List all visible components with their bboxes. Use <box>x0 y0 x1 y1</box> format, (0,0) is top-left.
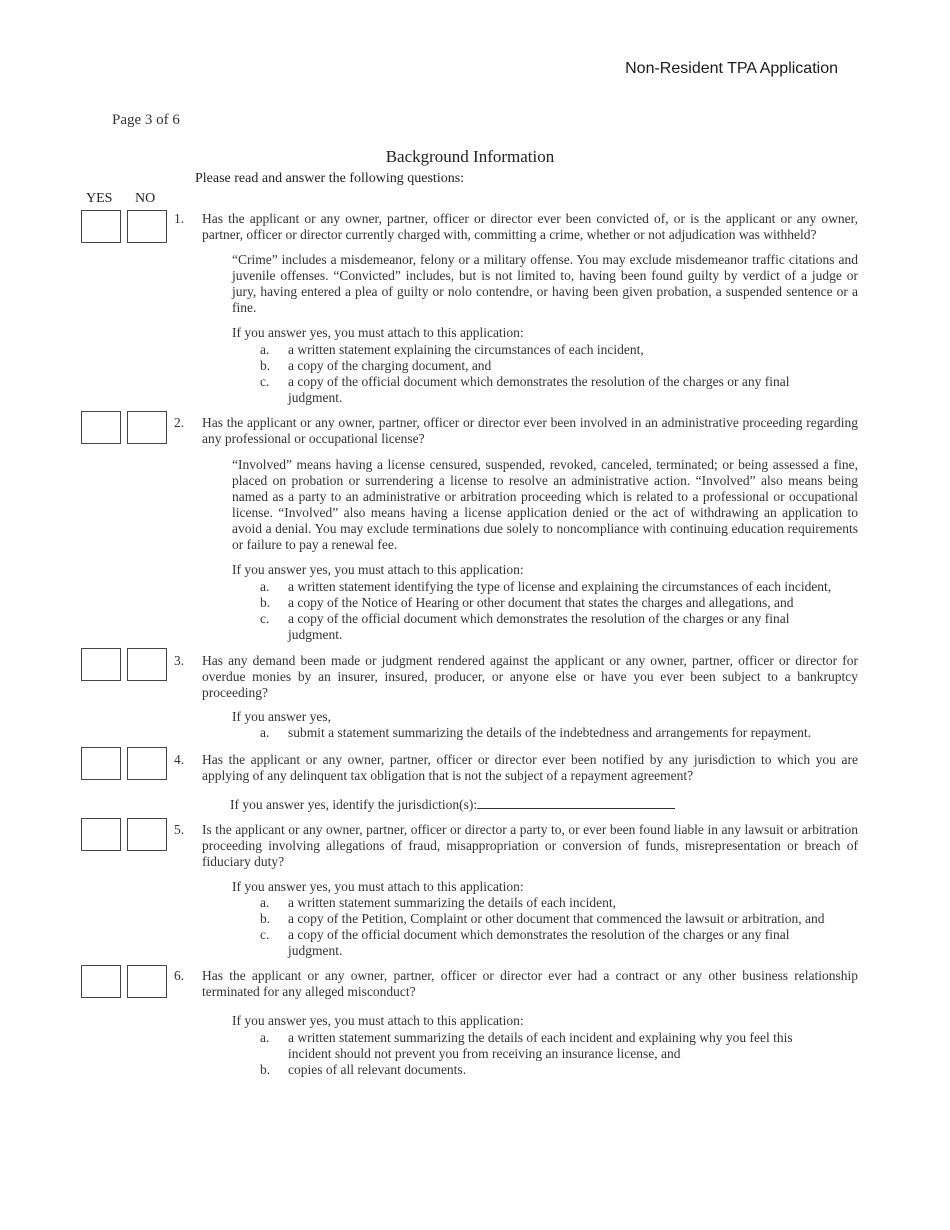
q5-item-b-text: a copy of the Petition, Complaint or other document that commenced the lawsuit or arbitration, and <box>288 911 825 926</box>
q5-item-a-label: a. <box>260 895 270 910</box>
q3-number: 3. <box>174 653 185 668</box>
q1-no-checkbox[interactable] <box>127 210 167 243</box>
q2-question-text: Has the applicant or any owner, partner, officer or director ever been involved in an administrative proceeding regarding any professional or occupational license? <box>202 415 858 446</box>
q4-question-text: Has the applicant or any owner, partner, officer or director ever been notified by any jurisdiction to which you are applying of any delinquent tax obligation that is not the subject of a repayment agreement? <box>202 752 858 783</box>
q4-jurisdiction-label: If you answer yes, identify the jurisdiction(s): <box>230 797 478 812</box>
q1-yes-checkbox[interactable] <box>81 210 121 243</box>
q1-item-a-label: a. <box>260 342 270 357</box>
no-column-header: NO <box>135 191 156 206</box>
q5-no-checkbox[interactable] <box>127 818 167 851</box>
q5-item-a-text: a written statement summarizing the details of each incident, <box>288 895 617 910</box>
q2-attach-intro: If you answer yes, you must attach to this application: <box>232 562 524 577</box>
q1-attach-intro: If you answer yes, you must attach to this application: <box>232 325 524 340</box>
q4-jurisdiction-row <box>230 796 675 813</box>
q2-number: 2. <box>174 415 185 430</box>
q6-item-a-text: a written statement summarizing the details of each incident and explaining why you feel this incident should not prevent you from receiving an insurance license, and <box>288 1030 793 1061</box>
q6-attach-intro: If you answer yes, you must attach to this application: <box>232 1013 524 1028</box>
section-intro: Please read and answer the following questions: <box>195 171 465 186</box>
q3-question-text: Has any demand been made or judgment rendered against the applicant or any owner, partner, officer or director for overdue monies by an insurer, insured, producer, or anyone else or have you ever been subject to a bankruptcy proceeding? <box>202 653 858 700</box>
q4-no-checkbox[interactable] <box>127 747 167 780</box>
q1-item-b-text: a copy of the charging document, and <box>288 358 492 373</box>
q2-no-checkbox[interactable] <box>127 411 167 444</box>
q5-question-text: Is the applicant or any owner, partner, officer or director a party to, or ever been found liable in any lawsuit or arbitration proceeding involving allegations of fraud, misappropriation or conversion of funds, misrepresentation or breach of fiduciary duty? <box>202 822 858 869</box>
q2-item-b-label: b. <box>260 595 271 610</box>
q2-item-c-text: a copy of the official document which demonstrates the resolution of the charges or any final judgment. <box>288 611 790 642</box>
q1-item-a-text: a written statement explaining the circumstances of each incident, <box>288 342 644 357</box>
q3-yes-checkbox[interactable] <box>81 648 121 681</box>
yes-column-header: YES <box>86 191 113 206</box>
q1-question-text: Has the applicant or any owner, partner, officer or director ever been convicted of, or is the applicant or any owner, partner, officer or director currently charged with, committing a crime, whether or not adjudication was withheld? <box>202 211 858 242</box>
q2-item-a-label: a. <box>260 579 270 594</box>
q1-item-c-text: a copy of the official document which demonstrates the resolution of the charges or any final judgment. <box>288 374 790 405</box>
q3-item-a-label: a. <box>260 725 270 740</box>
page-number: Page 3 of 6 <box>112 112 180 128</box>
q5-item-c-text: a copy of the official document which demonstrates the resolution of the charges or any final judgment. <box>288 927 790 958</box>
q2-yes-checkbox[interactable] <box>81 411 121 444</box>
q6-item-b-label: b. <box>260 1062 271 1077</box>
q5-number: 5. <box>174 822 185 837</box>
q4-jurisdiction-field[interactable] <box>477 796 675 809</box>
q2-item-a-text: a written statement identifying the type of license and explaining the circumstances of each incident, <box>288 579 832 594</box>
q2-item-b-text: a copy of the Notice of Hearing or other document that states the charges and allegations, and <box>288 595 794 610</box>
section-title: Background Information <box>385 147 555 166</box>
q6-question-text: Has the applicant or any owner, partner, officer or director ever had a contract or any other business relationship terminated for any alleged misconduct? <box>202 968 858 999</box>
q4-number: 4. <box>174 752 185 767</box>
q6-yes-checkbox[interactable] <box>81 965 121 998</box>
q6-no-checkbox[interactable] <box>127 965 167 998</box>
q6-item-b-text: copies of all relevant documents. <box>288 1062 467 1077</box>
q5-attach-intro: If you answer yes, you must attach to this application: <box>232 879 524 894</box>
q3-no-checkbox[interactable] <box>127 648 167 681</box>
q1-number: 1. <box>174 211 185 226</box>
q6-number: 6. <box>174 968 185 983</box>
q5-item-b-label: b. <box>260 911 271 926</box>
document-header-title: Non-Resident TPA Application <box>625 60 838 77</box>
q5-item-c-label: c. <box>260 927 270 942</box>
q1-item-b-label: b. <box>260 358 271 373</box>
q6-item-a-label: a. <box>260 1030 270 1045</box>
q3-item-a-text: submit a statement summarizing the details of the indebtedness and arrangements for repayment. <box>288 725 811 740</box>
q2-definition: “Involved” means having a license censured, suspended, revoked, canceled, terminated; or being assessed a fine, placed on probation or surrendering a license to resolve an administrative action. “Involved” also means being named as a party to an administrative or arbitration proceeding which is related to a professional or occupational license. “Involved” also means having a license application denied or the act of withdrawing an application to avoid a denial. You may exclude terminations due solely to noncompliance with continuing education requirements or failure to pay a renewal fee. <box>232 457 858 552</box>
q1-definition: “Crime” includes a misdemeanor, felony or a military offense. You may exclude misdemeanor traffic citations and juvenile offenses. “Convicted” includes, but is not limited to, having been found guilty by verdict of a judge or jury, having entered a plea of guilty or nolo contendre, or having been given probation, a suspended sentence or a fine. <box>232 252 858 315</box>
q3-attach-intro: If you answer yes, <box>232 709 331 724</box>
q4-yes-checkbox[interactable] <box>81 747 121 780</box>
q1-item-c-label: c. <box>260 374 270 389</box>
q5-yes-checkbox[interactable] <box>81 818 121 851</box>
q2-item-c-label: c. <box>260 611 270 626</box>
